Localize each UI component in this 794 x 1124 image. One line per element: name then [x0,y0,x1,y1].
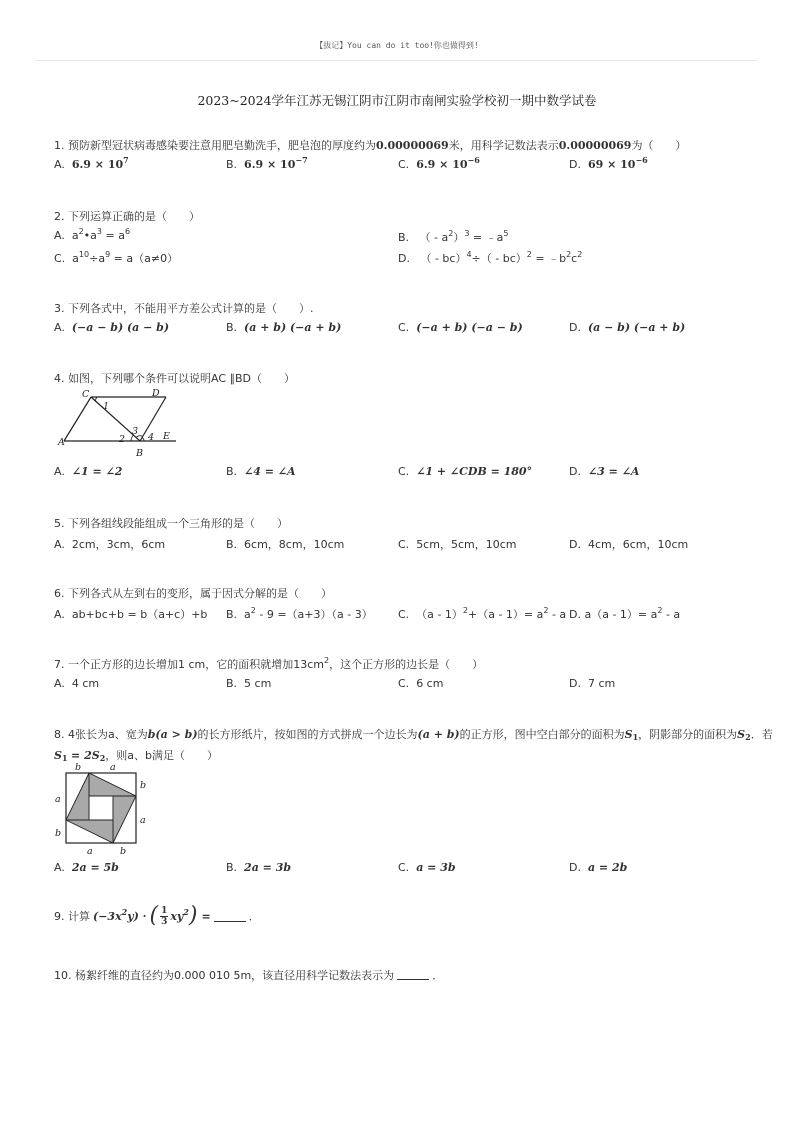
question-1-option-a[interactable]: A. $6.9 \times 10^7$ [54,155,129,171]
label-angle-3: 3 [132,426,139,437]
question-5-stem: 5. 下列各组线段能组成一个三角形的是（ ） [54,517,288,530]
question-8-stem-line-2: $S_1 = 2S_2$，则a、b满足（ ） [54,749,218,763]
label-a-bottom: a [87,846,93,857]
question-6-option-b[interactable]: B. $a^2 - 9 =(a+3)(a - 3)$ [226,606,373,621]
question-8-option-b[interactable]: B. 2a = 3b [226,861,292,874]
question-4-stem: 4. 如图，下列哪个条件可以说明AC ∥BD（ ） [54,372,296,385]
question-7-option-b[interactable]: B. 5 cm [226,677,272,690]
label-c: C [82,389,90,400]
question-5-option-c[interactable]: C. 5cm，5cm，10cm [398,538,517,551]
label-b-right: b [140,780,147,791]
header-divider [36,60,758,61]
label-b-bottom: b [120,846,127,857]
question-6-option-d[interactable]: D. $a(a - 1)= a^2 - a$ [569,606,681,621]
question-1-stem: 1. 预防新型冠状病毒感染要注意用肥皂勤洗手，肥皂泡的厚度约为0.00000069米，用科学记数法表示0.00000069为（ ） [54,139,687,152]
question-9-stem: 9. 计算 $(-3x^2y)$ · ( 1 3 $xy^2$ ) = ． [54,903,260,928]
question-3-option-b[interactable]: B. (a + b) (−a + b) [226,321,342,334]
label-angle-4: 4 [148,432,155,443]
question-4-option-a[interactable]: A. ∠1 = ∠2 [54,465,123,478]
label-a: A [58,437,65,448]
label-d: D [152,388,160,399]
question-1-option-b[interactable]: B. $6.9 \times 10^{-7}$ [226,155,308,171]
question-3-option-a[interactable]: A. (−a − b) (a − b) [54,321,170,334]
question-2-option-b[interactable]: B. （ - $a^2)^3$ = $﹣a^5$ [398,229,509,244]
question-1-option-d[interactable]: D. $69 \times 10^{-6}$ [569,155,648,171]
question-7-stem: 7. 一个正方形的边长增加1 cm，它的面积就增加$13cm^2$，这个正方形的边长是（ ） [54,656,484,671]
angle-1-arc [95,397,97,401]
question-7-option-d[interactable]: D. 7 cm [569,677,616,690]
question-2-option-a[interactable]: A. $a^2•a^3 = a^6$ [54,227,131,242]
line-ac [64,397,91,441]
question-5-option-b[interactable]: B. 6cm，8cm，10cm [226,538,345,551]
label-a-left: a [55,794,61,805]
label-b: B [136,448,143,459]
label-angle-1: 1 [103,401,110,412]
question-2-stem: 2. 下列运算正确的是（ ） [54,210,200,223]
question-8-stem-line-1: 8. 4张长为a、宽为b(a > b)的长方形纸片，按如图的方式拼成一个边长为(a + b)的正方形，图中空白部分的面积为$S_1$，阴影部分的面积为$S_2$．若 [54,728,773,742]
square-tiling-figure [52,760,152,858]
question-6-option-a[interactable]: A. ab+bc+b = b（a+c）+b [54,608,208,621]
question-3-stem: 3. 下列各式中，不能用平方差公式计算的是（ ）. [54,302,314,315]
question-7-option-a[interactable]: A. 4 cm [54,677,100,690]
label-angle-2: 2 [119,434,126,445]
question-2-option-c[interactable]: C. $a^{10}\div a^9 = a(a\ne 0)$ [54,250,179,265]
question-10-stem: 10. 杨絮纤维的直径约为0.000 010 5m，该直径用科学记数法表示为 ． [54,969,444,982]
question-3-option-d[interactable]: D. (a − b) (−a + b) [569,321,686,334]
question-5-option-a[interactable]: A. 2cm，3cm，6cm [54,538,166,551]
question-3-option-c[interactable]: C. (−a + b) (−a − b) [398,321,523,334]
label-b-left: b [55,828,62,839]
q9-answer-blank[interactable] [214,911,246,922]
q10-answer-blank[interactable] [397,969,429,980]
label-e: E [163,431,170,442]
question-7-option-c[interactable]: C. 6 cm [398,677,444,690]
question-6-stem: 6. 下列各式从左到右的变形，属于因式分解的是（ ） [54,587,332,600]
question-6-option-c[interactable]: C. $(a - 1)^2+(a - 1)= a^2 - a$ [398,606,567,621]
question-1-option-c[interactable]: C. $6.9 \times 10^{-6}$ [398,155,480,171]
label-b-top: b [75,762,82,773]
label-a-right: a [140,815,146,826]
question-4-option-c[interactable]: C. ∠1 + ∠CDB = 180° [398,465,533,478]
question-8-option-a[interactable]: A. 2a = 5b [54,861,119,874]
label-a-top: a [110,762,116,773]
parallelogram-figure [56,386,186,462]
question-4-option-b[interactable]: B. ∠4 = ∠A [226,465,296,478]
header-note: 【拔记】You can do it too!你也做得到! [315,41,479,50]
question-8-option-d[interactable]: D. a = 2b [569,861,628,874]
question-4-option-d[interactable]: D. ∠3 = ∠A [569,465,640,478]
question-2-option-d[interactable]: D. （ - $bc)^4\div( - bc)^2 = ﹣b^2c^2$ [398,250,583,265]
question-5-option-d[interactable]: D. 4cm，6cm，10cm [569,538,689,551]
question-8-option-c[interactable]: C. a = 3b [398,861,456,874]
page-title: 2023~2024学年江苏无锡江阴市江阴市南闸实验学校初一期中数学试卷 [197,93,597,108]
